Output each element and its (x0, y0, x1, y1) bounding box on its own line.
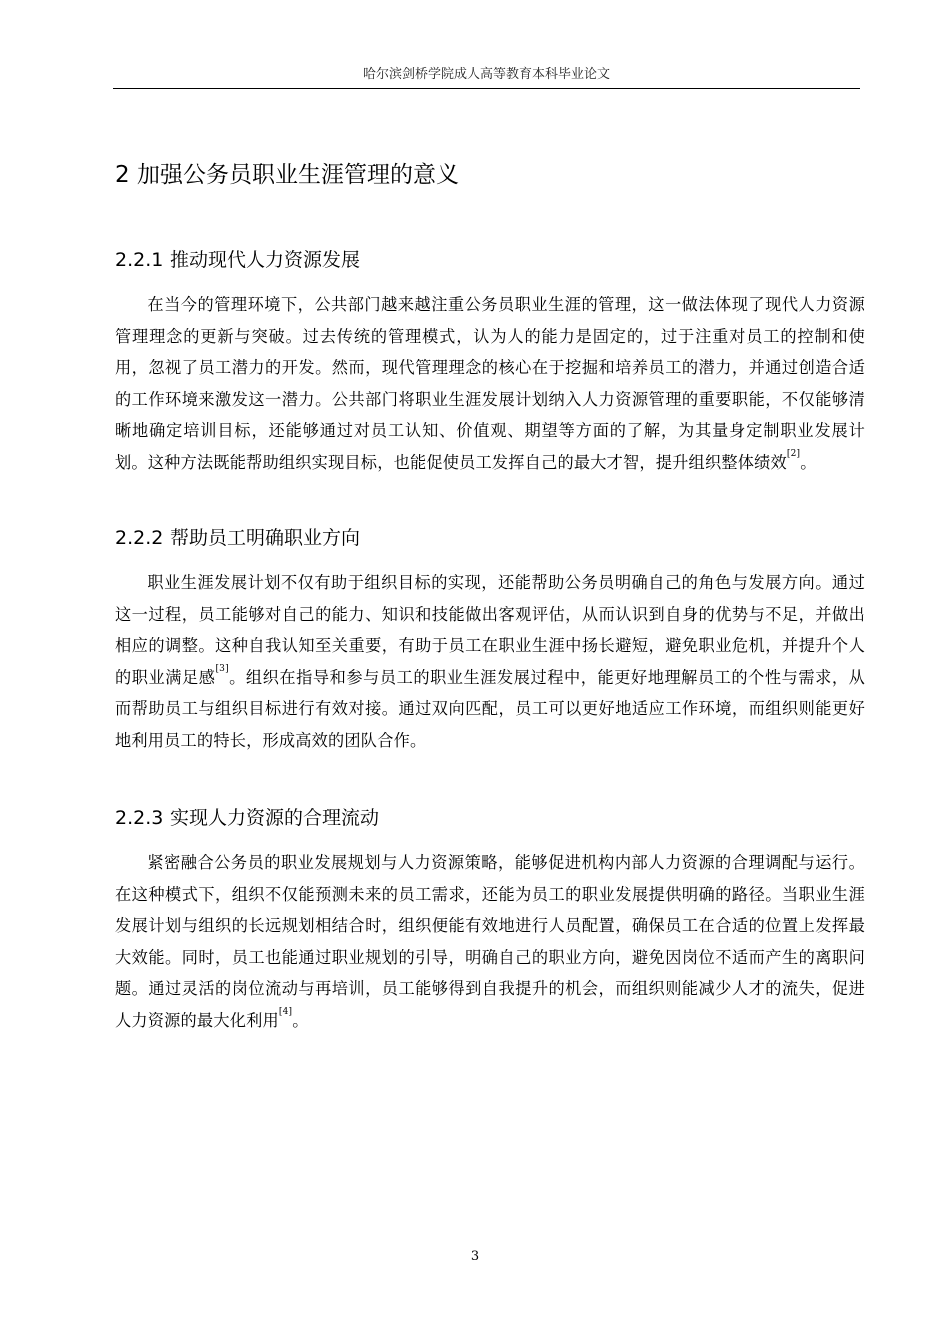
section-2-2-3 (115, 805, 865, 1036)
header-divider (113, 88, 860, 89)
section-2-2-2 (115, 525, 865, 756)
citation-marker: [4] (278, 1006, 293, 1017)
citation-marker: [3] (215, 663, 229, 674)
section-number: 2.2.2 (115, 527, 164, 549)
section-title-text: 帮助员工明确职业方向 (170, 527, 361, 549)
section-heading (115, 247, 865, 273)
body-paragraph (115, 567, 865, 756)
citation-marker: [2] (786, 448, 801, 459)
paragraph-text: 在当今的管理环境下，公共部门越来越注重公务员职业生涯的管理，这一做法体现了现代人力资源管理理念的更新与突破。过去传统的管理模式，认为人的能力是固定的，过于注重对员工的控制和使用，忽视了员工潜力的开发。然而，现代管理理念的核心在于挖掘和培养员工的潜力，并通过创造合适的工作环境来激发这一潜力。公共部门将职业生涯发展计划纳入人力资源管理的重要职能，不仅能够清晰地确定培训目标，还能够通过对员工认知、价值观、期望等方面的了解，为其量身定制职业发展计划。这种方法既能帮助组织实现目标，也能促使员工发挥自己的最大才智，提升组织整体绩效 (115, 295, 865, 472)
paragraph-text-tail: 。 (292, 1010, 309, 1030)
section-heading (115, 525, 865, 551)
section-heading (115, 805, 865, 831)
paragraph-text: 紧密融合公务员的职业发展规划与人力资源策略，能够促进机构内部人力资源的合理调配与运行。在这种模式下，组织不仅能预测未来的员工需求，还能为员工的职业发展提供明确的路径。当职业生涯发展计划与组织的长远规划相结合时，组织便能有效地进行人员配置，确保员工在合适的位置上发挥最大效能。同时，员工也能通过职业规划的引导，明确自己的职业方向，避免因岗位不适而产生的离职问题。通过灵活的岗位流动与再培训，员工能够得到自我提升的机会，而组织则能减少人才的流失，促进人力资源的最大化利用 (115, 853, 865, 1030)
body-paragraph (115, 847, 865, 1036)
section-number: 2.2.3 (115, 807, 164, 829)
section-title-text: 实现人力资源的合理流动 (170, 807, 380, 829)
paragraph-text-tail: 。 (800, 452, 817, 472)
chapter-title: 2 加强公务员职业生涯管理的意义 (115, 162, 459, 188)
section-number: 2.2.1 (115, 249, 164, 271)
running-header: 哈尔滨剑桥学院成人高等教育本科毕业论文 (362, 67, 610, 82)
section-title-text: 推动现代人力资源发展 (170, 249, 361, 271)
page-number: 3 (470, 1249, 480, 1264)
section-2-2-1 (115, 247, 865, 478)
body-paragraph (115, 289, 865, 478)
paragraph-text-tail: 。组织在指导和参与员工的职业生涯发展过程中，能更好地理解员工的个性与需求，从而帮助员工与组织目标进行有效对接。通过双向匹配，员工可以更好地适应工作环境，而组织则能更好地利用员工的特长，形成高效的团队合作。 (115, 667, 865, 750)
paragraph-text: 职业生涯发展计划不仅有助于组织目标的实现，还能帮助公务员明确自己的角色与发展方向。通过这一过程，员工能够对自己的能力、知识和技能做出客观评估，从而认识到自身的优势与不足，并做出相应的调整。这种自我认知至关重要，有助于员工在职业生涯中扬长避短，避免职业危机，并提升个人的职业满足感 (115, 573, 865, 687)
